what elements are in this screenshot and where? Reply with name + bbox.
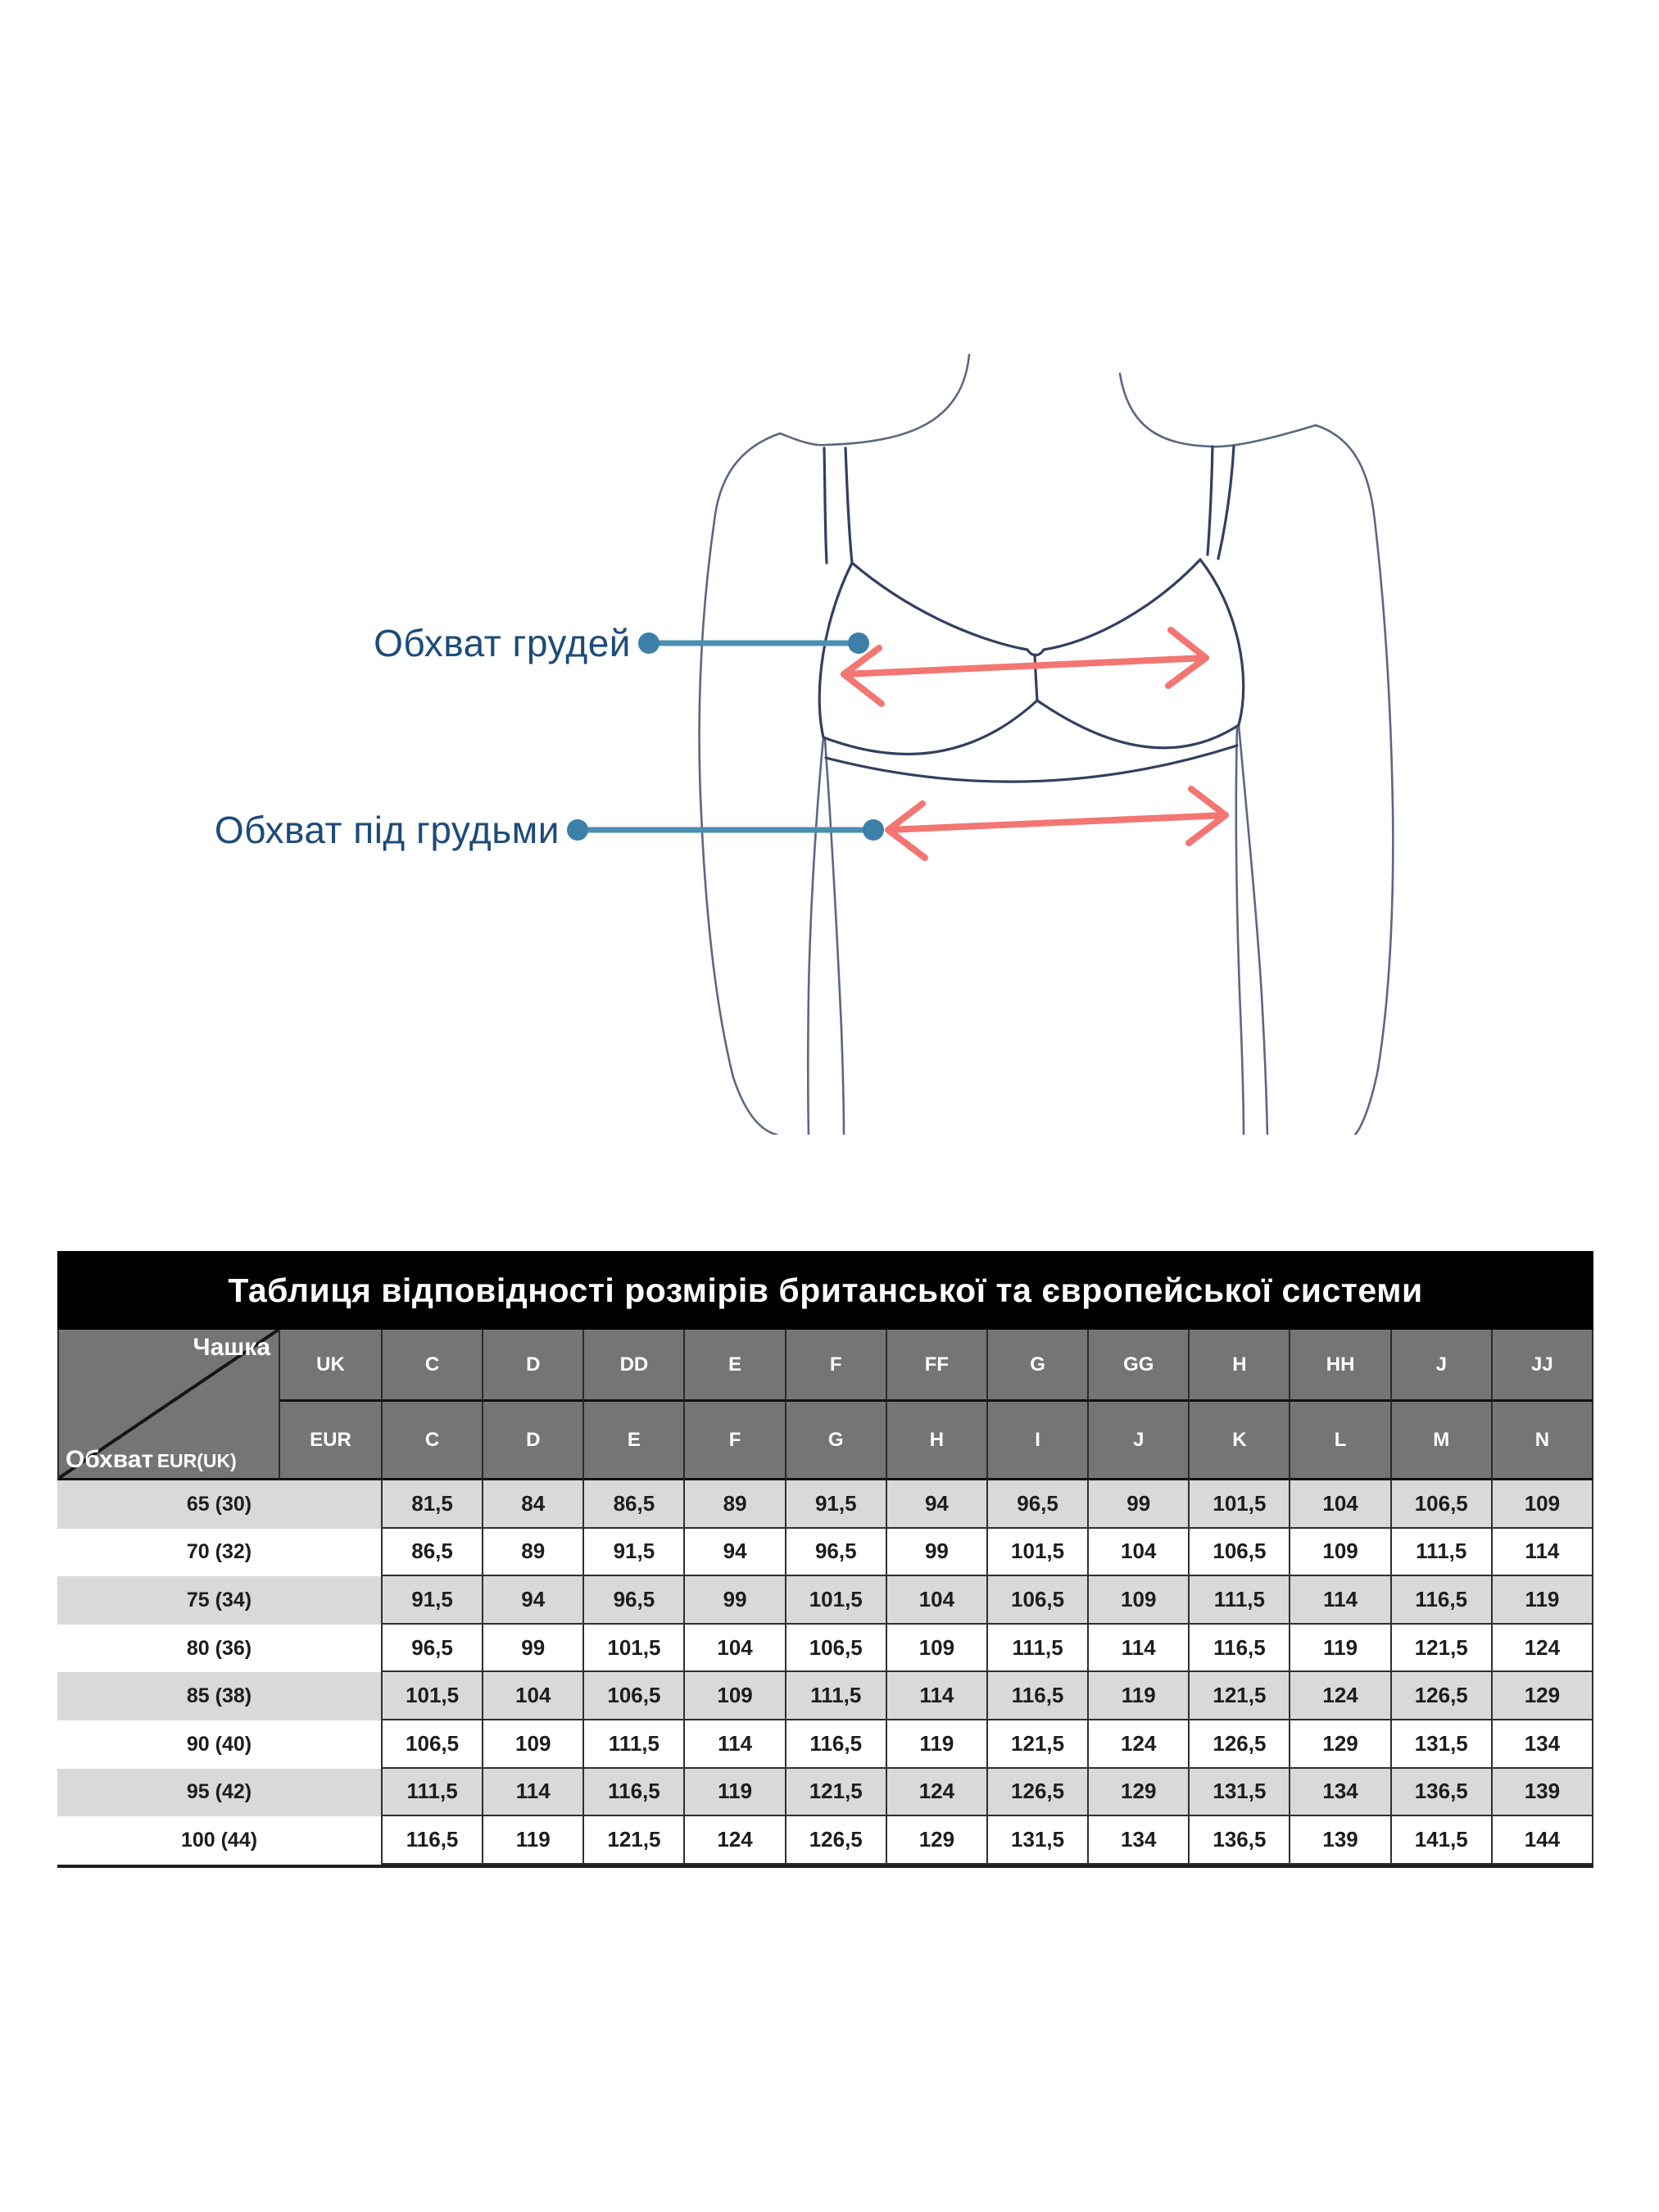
size-value-cell: 136,5 [1392, 1769, 1493, 1817]
underbust-label: Обхват під грудьми [214, 809, 560, 851]
uk-cup-size-cell: JJ [1493, 1330, 1593, 1402]
size-value-cell: 111,5 [1190, 1576, 1290, 1625]
size-value-cell: 101,5 [786, 1576, 887, 1625]
eur-cup-size-cell: L [1290, 1402, 1391, 1480]
size-value-cell: 116,5 [1190, 1625, 1290, 1673]
size-value-cell: 99 [1089, 1480, 1190, 1529]
size-value-cell: 116,5 [786, 1720, 887, 1769]
size-value-cell: 126,5 [1392, 1672, 1493, 1720]
size-value-cell: 114 [1290, 1576, 1391, 1625]
size-value-cell: 104 [483, 1672, 584, 1720]
underbust-callout-line [567, 819, 884, 841]
girth-row-label-cell: 100 (44) [57, 1816, 383, 1865]
eur-cup-size-cell: M [1392, 1402, 1493, 1480]
eur-system-label: EUR [280, 1402, 383, 1480]
size-value-cell: 111,5 [383, 1769, 483, 1817]
size-value-cell: 109 [887, 1625, 988, 1673]
size-value-cell: 111,5 [786, 1672, 887, 1720]
girth-row-label-cell: 65 (30) [57, 1480, 383, 1529]
size-value-cell: 101,5 [383, 1672, 483, 1720]
uk-cup-size-cell: G [988, 1330, 1089, 1402]
bust-callout-dot-left [638, 632, 660, 654]
size-value-cell: 104 [1290, 1480, 1391, 1529]
size-value-cell: 126,5 [988, 1769, 1089, 1817]
eur-cup-size-cell: E [584, 1402, 685, 1480]
underbust-measure-arrow [888, 789, 1226, 858]
underbust-callout-dot-left [567, 819, 588, 841]
left-torso-edge-line [825, 740, 844, 1135]
right-cup-bottom-edge [1037, 700, 1239, 748]
size-value-cell: 109 [685, 1672, 786, 1720]
uk-cup-size-cell: D [483, 1330, 584, 1402]
size-value-cell: 99 [887, 1529, 988, 1577]
size-value-cell: 129 [887, 1816, 988, 1865]
size-value-cell: 114 [483, 1769, 584, 1817]
size-value-cell: 99 [685, 1576, 786, 1625]
size-value-cell: 86,5 [383, 1529, 483, 1577]
size-value-cell: 139 [1290, 1816, 1391, 1865]
size-value-cell: 89 [483, 1529, 584, 1577]
size-value-cell: 96,5 [988, 1480, 1089, 1529]
size-conversion-table [57, 1251, 1593, 1868]
left-inner-arm-line [808, 737, 823, 1135]
size-value-cell: 86,5 [584, 1480, 685, 1529]
bust-measure-arrow [844, 630, 1206, 704]
size-value-cell: 111,5 [584, 1720, 685, 1769]
cup-header-label: Чашка [193, 1334, 270, 1361]
size-value-cell: 129 [1089, 1769, 1190, 1817]
size-value-cell: 109 [1493, 1480, 1593, 1529]
eur-cup-size-cell: H [887, 1402, 988, 1480]
size-value-cell: 131,5 [1392, 1720, 1493, 1769]
uk-cup-size-cell: H [1190, 1330, 1290, 1402]
uk-cup-size-cell: DD [584, 1330, 685, 1402]
size-value-cell: 109 [483, 1720, 584, 1769]
left-cup-outer-edge [819, 563, 852, 737]
size-value-cell: 109 [1089, 1576, 1190, 1625]
size-value-cell: 106,5 [1190, 1529, 1290, 1577]
underband-edge [826, 746, 1237, 782]
cup-top-edge [852, 560, 1200, 655]
size-value-cell: 96,5 [786, 1529, 887, 1577]
uk-cup-size-cell: C [383, 1330, 483, 1402]
size-value-cell: 119 [1493, 1576, 1593, 1625]
girth-row-label-cell: 90 (40) [57, 1720, 383, 1769]
size-value-cell: 116,5 [584, 1769, 685, 1817]
size-value-cell: 139 [1493, 1769, 1593, 1817]
size-value-cell: 126,5 [1190, 1720, 1290, 1769]
size-value-cell: 106,5 [584, 1672, 685, 1720]
eur-cup-size-cell: N [1493, 1402, 1593, 1480]
size-value-cell: 104 [685, 1625, 786, 1673]
girth-header-label [66, 1446, 237, 1474]
bra-outline-lines [819, 446, 1244, 782]
size-value-cell: 124 [887, 1769, 988, 1817]
size-value-cell: 136,5 [1190, 1816, 1290, 1865]
uk-cup-size-cell: E [685, 1330, 786, 1402]
cup-center-seam [1035, 655, 1037, 700]
size-value-cell: 116,5 [1392, 1576, 1493, 1625]
size-value-cell: 134 [1089, 1816, 1190, 1865]
girth-row-label-cell: 95 (42) [57, 1769, 383, 1817]
size-value-cell: 119 [1290, 1625, 1391, 1673]
uk-cup-size-cell: F [786, 1330, 887, 1402]
size-value-cell: 119 [685, 1769, 786, 1817]
right-neck-shoulder-arm-line [1120, 374, 1393, 1135]
uk-cup-size-cell: FF [887, 1330, 988, 1402]
size-value-cell: 94 [887, 1480, 988, 1529]
size-value-cell: 124 [1089, 1720, 1190, 1769]
size-value-cell: 121,5 [988, 1720, 1089, 1769]
size-value-cell: 141,5 [1392, 1816, 1493, 1865]
size-value-cell: 121,5 [1392, 1625, 1493, 1673]
table-title: Таблиця відповідності розмірів британської та європейської системи [57, 1251, 1593, 1330]
size-value-cell: 131,5 [988, 1816, 1089, 1865]
size-value-cell: 101,5 [988, 1529, 1089, 1577]
eur-cup-size-cell: F [685, 1402, 786, 1480]
size-value-cell: 89 [685, 1480, 786, 1529]
eur-cup-size-cell: I [988, 1402, 1089, 1480]
size-value-cell: 101,5 [1190, 1480, 1290, 1529]
size-value-cell: 106,5 [786, 1625, 887, 1673]
uk-cup-size-cell: GG [1089, 1330, 1190, 1402]
size-value-cell: 94 [685, 1529, 786, 1577]
uk-cup-size-cell: J [1392, 1330, 1493, 1402]
right-strap-line-2 [1218, 446, 1234, 559]
girth-unit: EUR(UK) [156, 1450, 237, 1471]
size-value-cell: 119 [887, 1720, 988, 1769]
size-value-cell: 111,5 [988, 1625, 1089, 1673]
size-value-cell: 106,5 [988, 1576, 1089, 1625]
girth-row-label-cell: 85 (38) [57, 1672, 383, 1720]
size-value-cell: 106,5 [1392, 1480, 1493, 1529]
size-value-cell: 121,5 [786, 1769, 887, 1817]
girth-row-label-cell: 80 (36) [57, 1625, 383, 1673]
left-strap-line [824, 448, 827, 563]
size-value-cell: 111,5 [1392, 1529, 1493, 1577]
bust-callout-line [638, 632, 869, 654]
size-value-cell: 134 [1493, 1720, 1593, 1769]
size-value-cell: 104 [1089, 1529, 1190, 1577]
left-strap-line-2 [845, 448, 852, 563]
size-value-cell: 129 [1493, 1672, 1593, 1720]
size-value-cell: 134 [1290, 1769, 1391, 1817]
girth-row-label-cell: 70 (32) [57, 1529, 383, 1577]
size-value-cell: 96,5 [383, 1625, 483, 1673]
size-value-cell: 91,5 [786, 1480, 887, 1529]
size-value-cell: 96,5 [584, 1576, 685, 1625]
size-value-cell: 104 [887, 1576, 988, 1625]
size-value-cell: 126,5 [786, 1816, 887, 1865]
size-value-cell: 114 [685, 1720, 786, 1769]
size-grid [57, 1330, 1593, 1865]
eur-cup-size-cell: C [383, 1402, 483, 1480]
size-value-cell: 101,5 [584, 1625, 685, 1673]
size-value-cell: 124 [1493, 1625, 1593, 1673]
right-strap-line [1208, 446, 1213, 555]
size-value-cell: 119 [1089, 1672, 1190, 1720]
uk-cup-size-cell: HH [1290, 1330, 1391, 1402]
size-value-cell: 91,5 [383, 1576, 483, 1625]
size-value-cell: 121,5 [1190, 1672, 1290, 1720]
size-value-cell: 124 [1290, 1672, 1391, 1720]
size-value-cell: 121,5 [584, 1816, 685, 1865]
bust-label: Обхват грудей [374, 622, 631, 664]
size-value-cell: 109 [1290, 1529, 1391, 1577]
girth-row-label-cell: 75 (34) [57, 1576, 383, 1625]
size-value-cell: 99 [483, 1625, 584, 1673]
body-outline-lines [700, 355, 1394, 1135]
size-value-cell: 91,5 [584, 1529, 685, 1577]
size-value-cell: 119 [483, 1816, 584, 1865]
eur-cup-size-cell: K [1190, 1402, 1290, 1480]
underbust-callout-dot-right [863, 819, 884, 841]
eur-cup-size-cell: D [483, 1402, 584, 1480]
left-neck-shoulder-arm-line [700, 355, 969, 1135]
corner-header-cell [57, 1330, 280, 1480]
size-value-cell: 116,5 [988, 1672, 1089, 1720]
right-cup-outer-edge [1200, 560, 1244, 725]
right-torso-edge-line [1236, 727, 1244, 1135]
left-cup-bottom-edge [823, 700, 1037, 754]
size-value-cell: 114 [887, 1672, 988, 1720]
size-value-cell: 84 [483, 1480, 584, 1529]
size-value-cell: 94 [483, 1576, 584, 1625]
uk-system-label: UK [280, 1330, 383, 1402]
size-value-cell: 81,5 [383, 1480, 483, 1529]
size-value-cell: 106,5 [383, 1720, 483, 1769]
size-value-cell: 116,5 [383, 1816, 483, 1865]
size-value-cell: 129 [1290, 1720, 1391, 1769]
girth-word: Обхват [66, 1446, 154, 1473]
size-value-cell: 114 [1089, 1625, 1190, 1673]
size-value-cell: 124 [685, 1816, 786, 1865]
bust-callout-dot-right [848, 632, 869, 654]
eur-cup-size-cell: G [786, 1402, 887, 1480]
eur-cup-size-cell: J [1089, 1402, 1190, 1480]
size-value-cell: 144 [1493, 1816, 1593, 1865]
size-value-cell: 114 [1493, 1529, 1593, 1577]
size-value-cell: 131,5 [1190, 1769, 1290, 1817]
